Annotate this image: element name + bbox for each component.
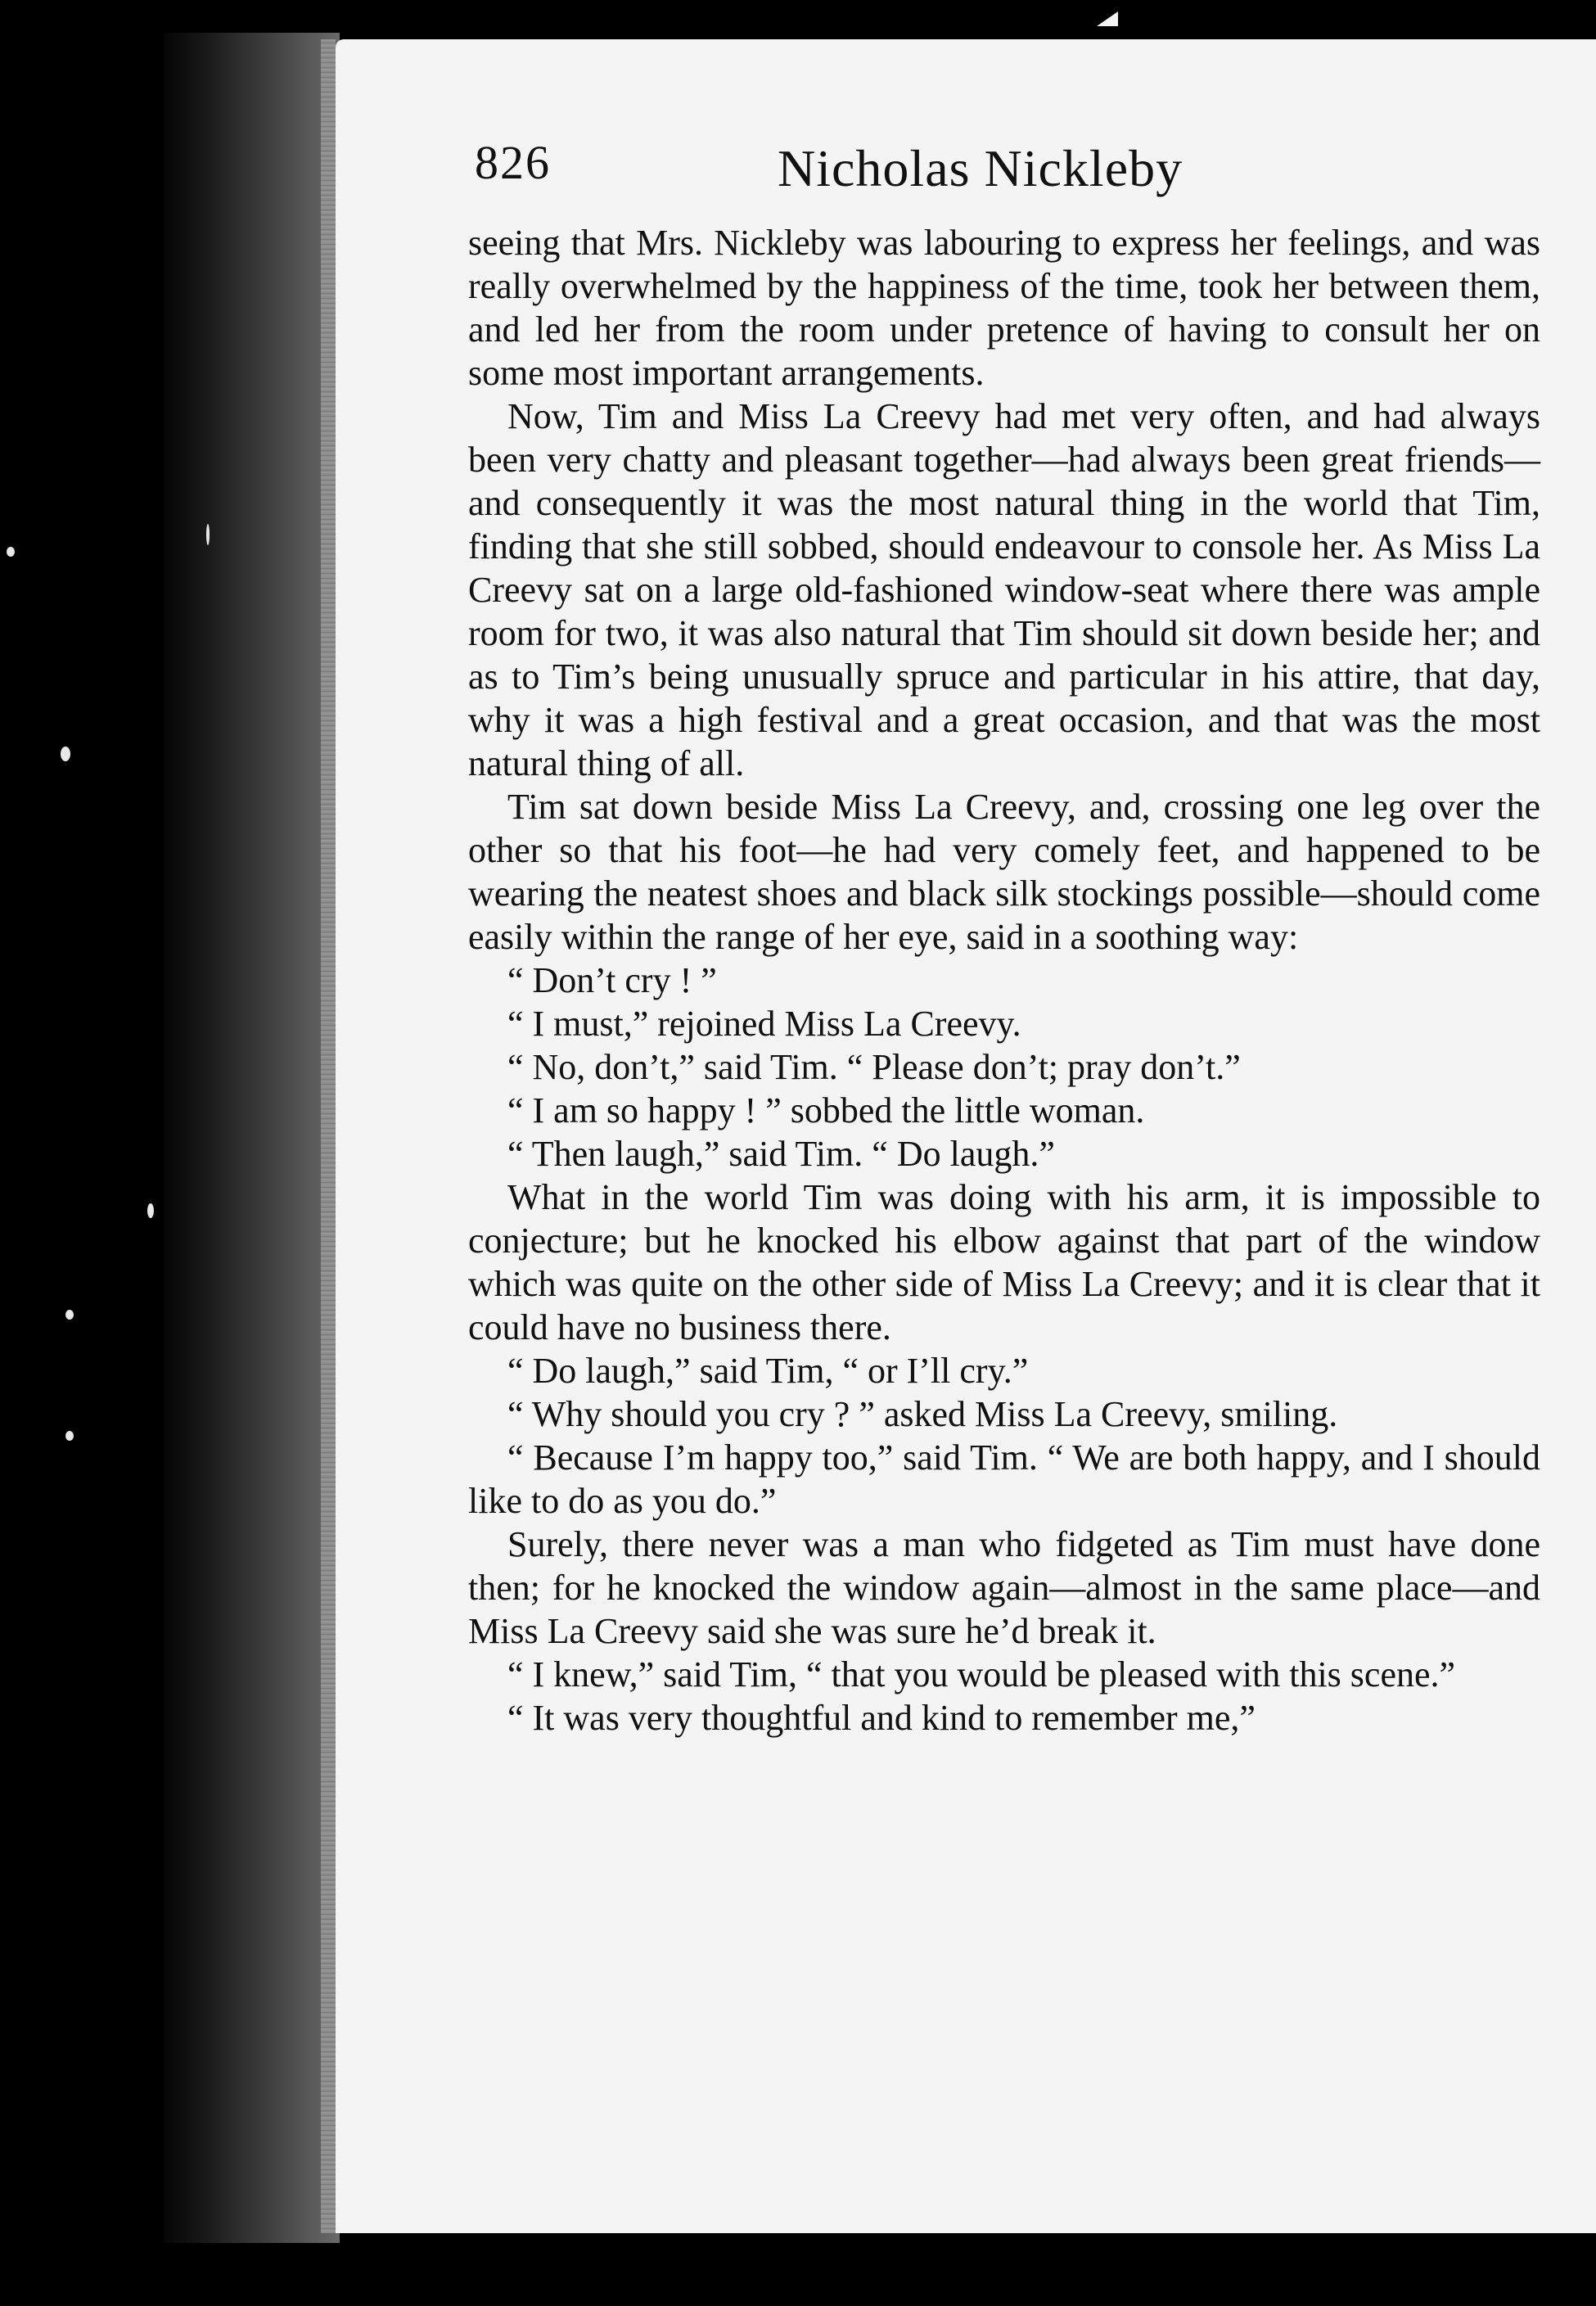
dialogue-line: “ It was very thoughtful and kind to remember me,” — [507, 1698, 1256, 1738]
paragraph: Now, Tim and Miss La Creevy had met very often, and had always been very chatty and pleasant together—had always been great friends—and consequently it was the most natural thing in the world that Tim, finding that she still sobbed, should endeavour to console her. As Miss La Creevy sat on a large old-fashioned window-seat where there was ample room for two, it was also natural that Tim should sit down beside her; and as to Tim’s being unusually spruce and particular in his attire, that day, why it was a high festival and a great occasion, and that was the most natural thing of all. — [468, 396, 1540, 783]
scan-speck — [206, 524, 210, 545]
dialogue-line: “ Why should you cry ? ” asked Miss La Creevy, smiling. — [507, 1394, 1338, 1434]
dialogue-line: “ Do laugh,” said Tim, “ or I’ll cry.” — [507, 1351, 1029, 1391]
page-number: 826 — [475, 136, 551, 189]
paragraph: What in the world Tim was doing with his arm, it is impossible to conjecture; but he knocked his elbow against that part of the window which was quite on the other side of Miss La Creevy; and it is clear that it could have no business there. — [468, 1177, 1540, 1347]
page-edges — [321, 39, 336, 2233]
scan-speck — [65, 1310, 74, 1320]
dialogue-line: “ No, don’t,” said Tim. “ Please don’t; pray don’t.” — [507, 1047, 1241, 1087]
paragraph: seeing that Mrs. Nickleby was labouring to express her feelings, and was really overwhelmed by the happiness of the time, took her between them, and led her from the room under pretence of having to consult her on some most important arrangements. — [468, 223, 1540, 393]
top-paper-fragment — [1097, 11, 1118, 26]
book-spine — [164, 33, 340, 2243]
scan-speck — [65, 1431, 74, 1441]
dialogue-line: “ I knew,” said Tim, “ that you would be pleased with this scene.” — [507, 1654, 1456, 1695]
scan-speck — [147, 1203, 154, 1218]
page-header — [475, 135, 1539, 201]
dialogue-line: “ Because I’m happy too,” said Tim. “ We are both happy, and I should like to do as you do.” — [468, 1437, 1540, 1521]
paragraph: Tim sat down beside Miss La Creevy, and, crossing one leg over the other so that his foot—he had very comely feet, and happened to be wearing the neatest shoes and black silk stockings possible—should come easily within the range of her eye, said in a soothing way: — [468, 787, 1540, 957]
dialogue-line: “ Don’t cry ! ” — [507, 960, 717, 1000]
running-head: Nicholas Nickleby — [778, 139, 1183, 197]
dialogue-line: “ Then laugh,” said Tim. “ Do laugh.” — [507, 1134, 1055, 1174]
dialogue-line: “ I must,” rejoined Miss La Creevy. — [507, 1004, 1021, 1044]
dialogue-line: “ I am so happy ! ” sobbed the little woman. — [507, 1090, 1145, 1130]
body-text — [468, 221, 1540, 1740]
scan-speck — [61, 747, 70, 761]
paragraph: Surely, there never was a man who fidgeted as Tim must have done then; for he knocked the window again—almost in the same place—and Miss La Creevy said she was sure he’d break it. — [468, 1524, 1540, 1651]
scan-speck — [7, 547, 15, 557]
